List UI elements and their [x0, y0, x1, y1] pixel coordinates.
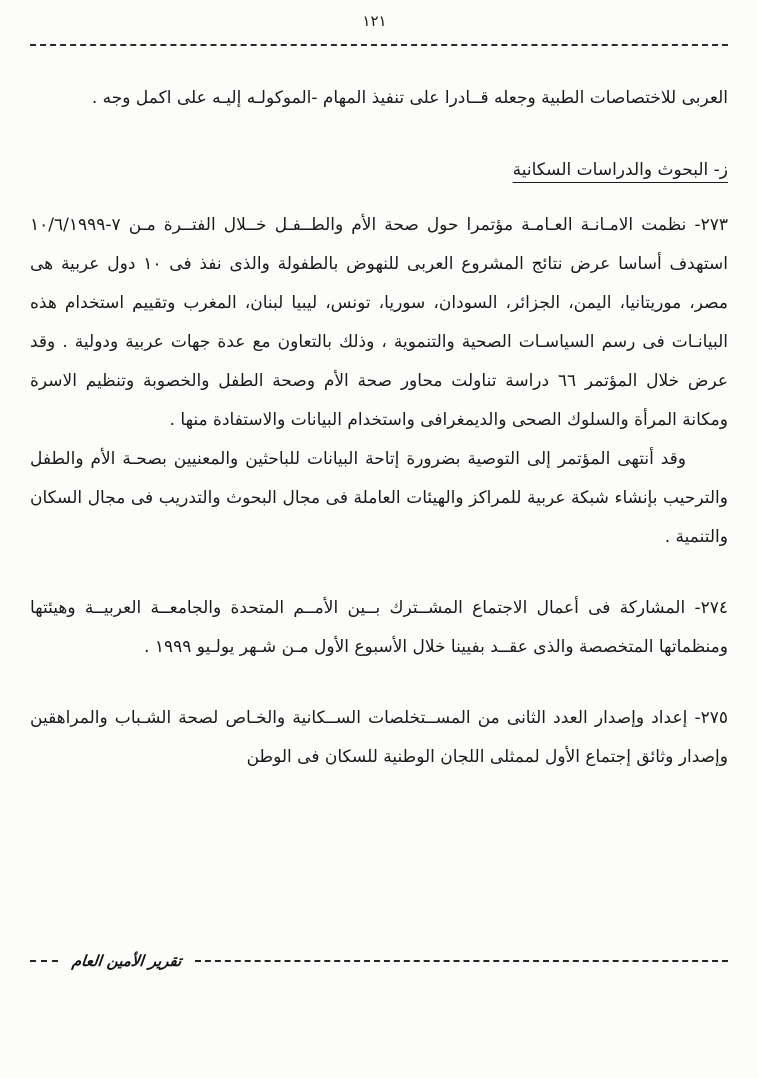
item-text: المشاركة فى أعمال الاجتماع المشــترك بــين الأمــم المتحدة والجامعــة العربيــة وهيئتها ومنظماتها المتخصصة والذى عقــد بفيينا خلال الأسبوع الأول مـن شـهر يولـيو ١٩٩٩ . — [30, 598, 728, 657]
top-divider — [30, 44, 728, 46]
section-heading: ز- البحوث والدراسات السكانية — [512, 160, 728, 180]
footer — [30, 952, 728, 970]
item-paragraph — [30, 699, 728, 777]
item-text: نظمت الامـانـة العـامـة مؤتمرا حول صحة الأم والطــفـل خــلال الفتــرة مـن ٧-١٠/٦/١٩٩٩ استهدف أساسا عرض نتائج المشروع العربى للنهوض بالطفولة والذى نفذ فى ١٠ دول عربية هى مصر، موريتانيا، اليمن، الجزائر، السودان، سوريا، تونس، ليبيا لبنان، المغرب وتقييم استخدام هذه البيانـات فى رسم السياسـات الصحية والتنموية ، وذلك بالتعاون مع عدة جهات عربية ودولية . وقد عرض خلال المؤتمر ٦٦ دراسة تناولت محاور صحة الأم وصحة الطفل والخصوبة وتنظيم الاسرة ومكانة المرأة والسلوك الصحى والديمغرافى واستخدام البيانات والاستفادة منها . — [30, 215, 728, 430]
intro-paragraph: العربى للاختصاصات الطبية وجعله قــادرا على تنفيذ المهام -الموكولـه إليـه على اكمل وجه . — [91, 88, 728, 108]
item-text: إعداد وإصدار العدد الثانى من المســتخلصات الســكانية والخـاص لصحة الشـباب والمراهقين وإصدار وثائق إجتماع الأول لممثلى اللجان الوطنية للسكان فى الوطن — [30, 708, 728, 767]
footer-divider — [195, 960, 728, 962]
item-paragraph — [30, 206, 728, 440]
footer-dash-left — [30, 960, 58, 962]
numbered-item-275 — [30, 699, 728, 777]
item-number: ٢٧٤- — [694, 598, 729, 618]
item-subparagraph: وقد أنتهى المؤتمر إلى التوصية بضرورة إتاحة البيانات للباحثين والمعنيين بصحـة الأم والطفل والترحيب بإنشاء شبكة عربية للمراكز والهيئات العاملة فى مجال البحوث والتدريب فى مجال السكان والتنمية . — [30, 449, 728, 547]
secretary-signature: تقرير الأمين العام — [71, 952, 183, 970]
item-number: ٢٧٣- — [694, 215, 729, 235]
numbered-item-274 — [30, 589, 728, 667]
item-paragraph — [30, 589, 728, 667]
numbered-item-273 — [30, 206, 728, 557]
item-number: ٢٧٥- — [694, 708, 729, 728]
page-number: ١٢١ — [362, 12, 387, 30]
